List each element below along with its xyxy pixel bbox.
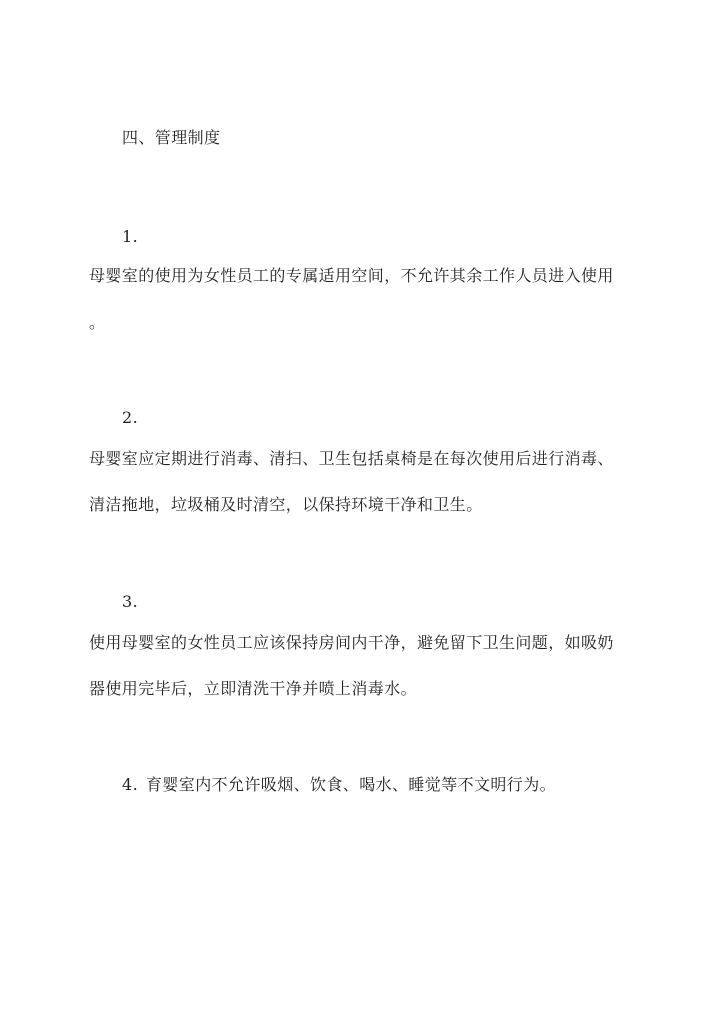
item-3-text-line-2: 器使用完毕后，立即清洗干净并喷上消毒水。 — [89, 679, 418, 698]
item-2-text-line-2: 清洁拖地，垃圾桶及时清空，以保持环境干净和卫生。 — [89, 495, 483, 514]
item-1-text-line-2: 。 — [89, 313, 106, 332]
item-4-number: 4. — [122, 775, 139, 794]
item-4-text: 育婴室内不允许吸烟、饮食、喝水、睡觉等不文明行为。 — [146, 775, 557, 794]
item-3-number: 3. — [122, 592, 139, 611]
section-heading: 四、管理制度 — [122, 128, 221, 147]
item-2-number: 2. — [122, 408, 139, 427]
item-3-text-line-1: 使用母婴室的女性员工应该保持房间内干净，避免留下卫生问题，如吸奶 — [89, 633, 614, 652]
item-1-text-line-1: 母婴室的使用为女性员工的专属适用空间，不允许其余工作人员进入使用 — [89, 266, 614, 285]
item-1-number: 1. — [122, 227, 139, 246]
item-2-text-line-1: 母婴室应定期进行消毒、清扫、卫生包括桌椅是在每次使用后进行消毒、 — [89, 449, 614, 468]
